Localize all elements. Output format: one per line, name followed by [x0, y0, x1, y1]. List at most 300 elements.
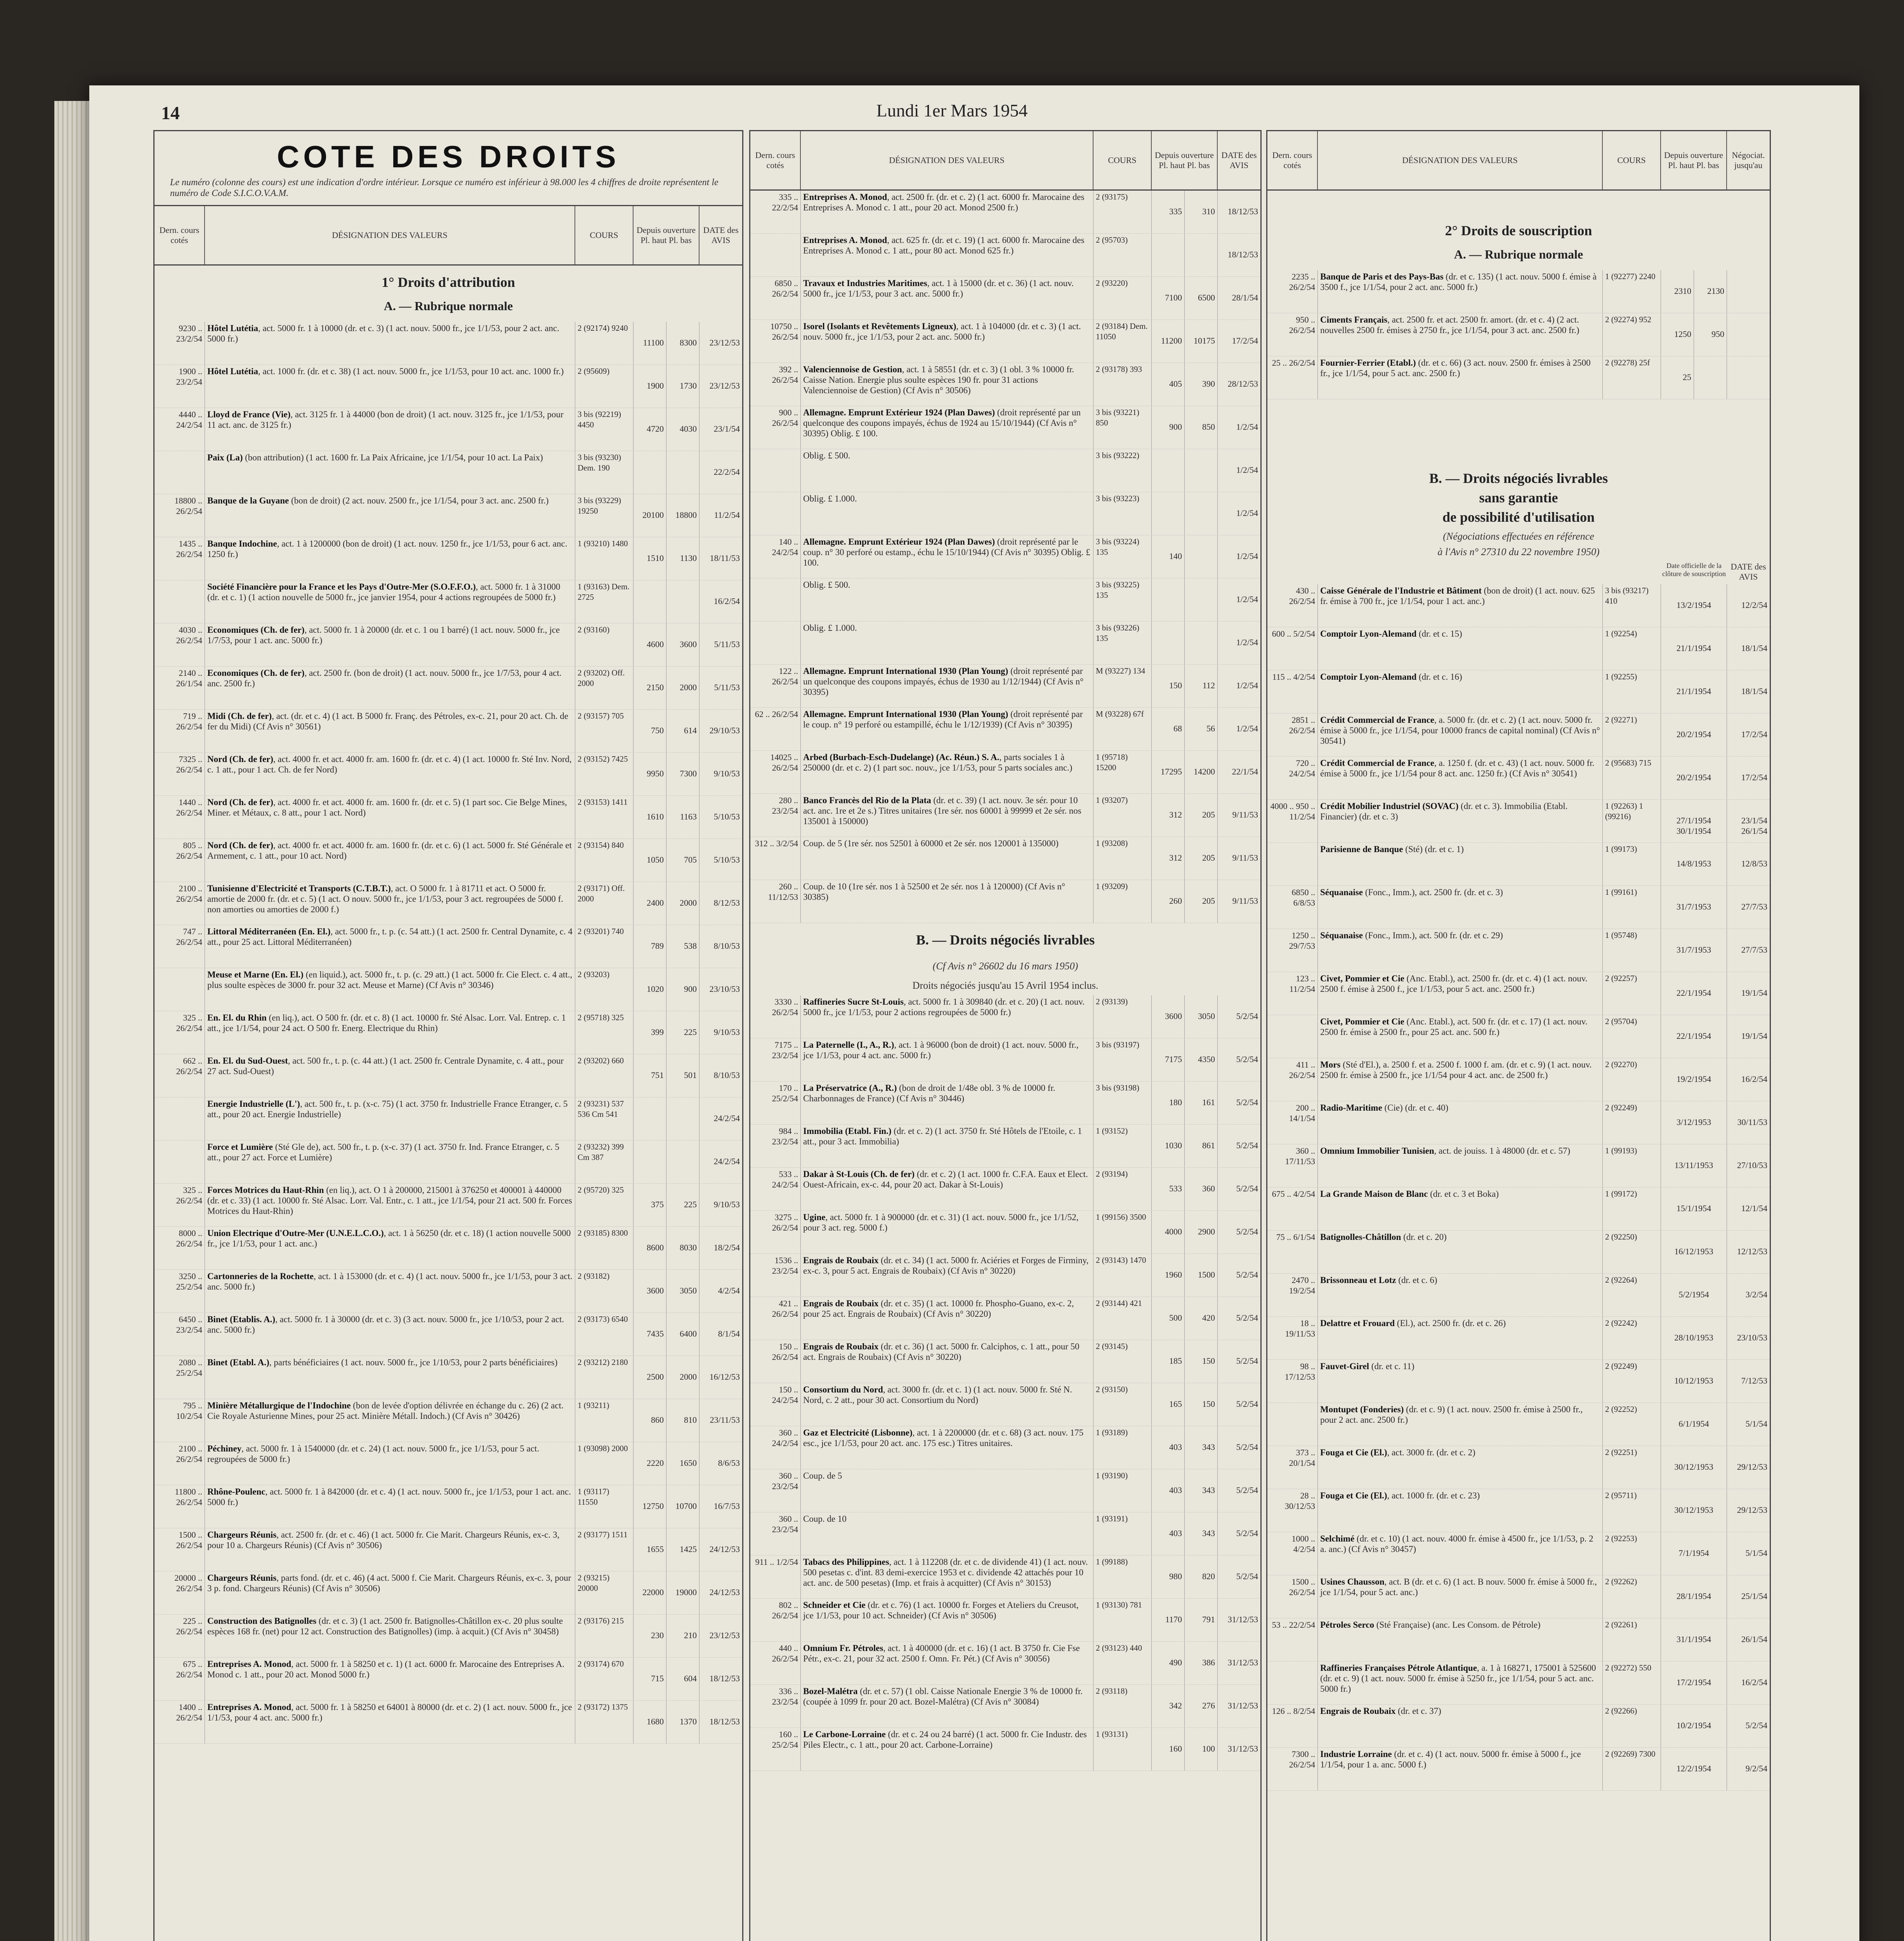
cell-date: 5/2/54 — [1236, 1054, 1258, 1064]
cell-limit-date: 28/10/1953 — [1661, 1317, 1727, 1359]
cell-dern — [154, 580, 205, 623]
cell-dern — [750, 578, 801, 621]
cell-date: 5/2/54 — [1236, 1227, 1258, 1236]
th-date: DATE des AVIS — [1221, 150, 1257, 170]
cell-dern: 170 .. 25/2/54 — [750, 1082, 801, 1124]
cell-cours: 3 bis (93223) — [1093, 492, 1152, 535]
cell-dern: 795 .. 10/2/54 — [154, 1399, 205, 1442]
cell-designation — [801, 751, 1093, 793]
table-row — [1267, 1015, 1770, 1058]
table-row — [154, 753, 742, 796]
cell-dern — [154, 968, 205, 1011]
security-details: (dr. et c. 11) — [1369, 1361, 1415, 1371]
security-details: , act. 2500 fr. (bon de droit) (1 act. nouv. 5000 fr., jce 1/7/53, pour 4 act. anc. 2500 fr.) — [207, 668, 562, 688]
security-details: , act. 1000 fr. (dr. et c. 38) (1 act. nouv. 5000 fr., jce 1/1/53, pour 10 act. anc. 1000 fr.) — [258, 366, 564, 376]
cell-limit-date: 5/2/1954 — [1661, 1274, 1727, 1316]
cell-dern: 122 .. 26/2/54 — [750, 665, 801, 707]
security-name: Allemagne. Emprunt International 1930 (Plan Young) — [803, 666, 1008, 676]
cell-date: 9/11/53 — [1232, 853, 1258, 863]
security-name: Banque Indochine — [207, 539, 277, 549]
cell-designation — [205, 494, 575, 537]
cell-dern: 6850 .. 6/8/53 — [1267, 886, 1318, 929]
cell-plus-bas: 56 — [1185, 708, 1218, 750]
cell-plus-haut: 11200 — [1152, 320, 1185, 363]
cell-date: 11/2/54 — [714, 510, 740, 520]
cell-plus-haut: 1050 — [634, 839, 666, 882]
security-name: Entreprises A. Monod — [207, 1702, 292, 1712]
cell-plus-bas: 360 — [1185, 1168, 1218, 1210]
cell-cours: 2 (92249) — [1603, 1101, 1661, 1144]
security-details: , act. 1 à 153000 (dr. et c. 4) (1 act. nouv. 5000 fr., jce 1/1/53, pour 3 act. anc. 5000 fr.) — [207, 1271, 573, 1292]
cell-designation — [801, 1254, 1093, 1297]
cell-plus-haut: 4600 — [634, 623, 666, 666]
cell-dern — [1267, 843, 1318, 885]
cell-plus-bas: 6400 — [666, 1313, 699, 1356]
security-name: Construction des Batignolles — [207, 1616, 317, 1626]
table-row — [750, 1599, 1260, 1642]
cell-cours: 1 (93117) 11550 — [575, 1485, 634, 1528]
cell-limit-date: 17/2/1954 — [1661, 1661, 1727, 1704]
cell-date: 8/12/53 — [713, 898, 740, 908]
cell-cours: 1 (93190) — [1093, 1469, 1152, 1512]
cell-plus-bas — [1185, 578, 1218, 621]
table-row — [1267, 356, 1770, 399]
cell-dern: 4000 .. 950 .. 11/2/54 — [1267, 800, 1318, 842]
cell-plus-bas: 6500 — [1185, 277, 1218, 319]
cell-plus-bas — [1694, 356, 1727, 399]
cell-plus-haut: 160 — [1152, 1728, 1185, 1771]
cell-dern: 2851 .. 26/2/54 — [1267, 714, 1318, 756]
cell-plus-haut: 1960 — [1152, 1254, 1185, 1297]
cell-designation — [801, 191, 1093, 233]
cell-plus-haut: 342 — [1152, 1685, 1185, 1727]
cell-date: 9/10/53 — [713, 1027, 740, 1037]
cell-plus-haut: 500 — [1152, 1297, 1185, 1340]
table-row — [154, 1528, 742, 1571]
cell-cours: 2 (93177) 1511 — [575, 1528, 634, 1571]
security-details: (Anc. Etabl.), act. 2500 fr. (dr. et c. 4) (1 act. nouv. 2500 f. émise à 2500 f., jce 1/1/53, pour 5 act. anc. 2500 fr.) — [1320, 974, 1588, 994]
cell-dern: 25 .. 26/2/54 — [1267, 356, 1318, 399]
security-details: (dr. et c. 135) (1 act. nouv. 5000 f. émise à 3500 f., jce 1/1/54, pour 2 act. anc. 5000 fr.) — [1320, 272, 1597, 292]
cell-dern: 225 .. 26/2/54 — [154, 1615, 205, 1657]
cell-plus-haut: 2150 — [634, 667, 666, 709]
table-row — [750, 622, 1260, 665]
cell-dern: 600 .. 5/2/54 — [1267, 627, 1318, 670]
cell-designation — [801, 622, 1093, 664]
cell-date: 12/2/54 — [1741, 600, 1767, 610]
cell-dern: 18 .. 19/11/53 — [1267, 1317, 1318, 1359]
table-row — [1267, 1575, 1770, 1618]
cell-cours: 2 (93153) 1411 — [575, 796, 634, 839]
cell-designation — [801, 1426, 1093, 1469]
cell-date: 8/10/53 — [713, 941, 740, 951]
cell-plus-bas: 1730 — [666, 365, 699, 408]
cell-dern: 325 .. 26/2/54 — [154, 1184, 205, 1226]
cell-cours: 3 bis (93226) 135 — [1093, 622, 1152, 664]
cell-designation — [801, 320, 1093, 363]
table-row — [1267, 627, 1770, 670]
cell-date: 8/10/53 — [713, 1070, 740, 1080]
cell-dern: 747 .. 26/2/54 — [154, 925, 205, 968]
table-row — [1267, 757, 1770, 800]
cell-plus-haut: 335 — [1152, 191, 1185, 233]
cell-plus-haut: 1510 — [634, 537, 666, 580]
table-row — [750, 535, 1260, 578]
security-name: Usines Chausson — [1320, 1577, 1385, 1587]
cell-designation — [1318, 757, 1603, 799]
cell-plus-haut: 403 — [1152, 1426, 1185, 1469]
cell-dern: 675 .. 26/2/54 — [154, 1658, 205, 1700]
cell-date: 12/1/54 — [1741, 1203, 1767, 1213]
cell-dern: 675 .. 4/2/54 — [1267, 1188, 1318, 1230]
table-row — [154, 710, 742, 753]
table-row — [1267, 843, 1770, 886]
security-details: , a. 1250 f. (dr. et c. 43) (1 act. nouv. 5000 fr. émise à 5000 fr., jce 1/1/54 pour 8 act. anc. 1250 fr.) (Cf Avis n° 30541) — [1320, 758, 1595, 778]
cell-cours: 2 (93157) 705 — [575, 710, 634, 752]
cell-cours: 1 (92255) — [1603, 670, 1661, 713]
security-details: (dr. et c. 3). Immobilia (Etabl. Financier) (dr. et c. 3) — [1320, 801, 1568, 821]
cell-dern — [154, 1141, 205, 1183]
cell-plus-haut: 4000 — [1152, 1211, 1185, 1253]
cell-date: 24/12/53 — [709, 1544, 740, 1554]
cell-plus-haut: 1680 — [634, 1701, 666, 1743]
cell-date: 5/11/53 — [714, 682, 740, 692]
cell-designation — [1318, 1618, 1603, 1661]
cell-date: 9/10/53 — [713, 769, 740, 778]
cell-cours: 2 (93173) 6540 — [575, 1313, 634, 1356]
cell-plus-haut: 150 — [1152, 665, 1185, 707]
security-details: , act. 5000 fr. 1 à 900000 (dr. et c. 31) (1 act. nouv. 5000 fr., jce 1/1/52, pour 3 act. reg. 5000 f.) — [803, 1212, 1079, 1233]
cell-date: 1/2/54 — [1236, 594, 1258, 604]
security-name: Fauvet-Girel — [1320, 1361, 1369, 1371]
security-name: En. El. du Rhin — [207, 1013, 267, 1023]
cell-limit-date: 13/11/1953 — [1661, 1144, 1727, 1187]
cell-date: 5/1/54 — [1745, 1419, 1767, 1429]
table-row — [750, 320, 1260, 363]
cell-date: 1/2/54 — [1236, 422, 1258, 432]
cell-limit-date: 6/1/1954 — [1661, 1403, 1727, 1446]
security-details: (bon de droit) (1 act. nouv. 625 fr. émise à 700 fr., jce 1/1/54, pour 1 act. anc.) — [1320, 586, 1595, 606]
cell-designation — [801, 363, 1093, 406]
cell-date: 3/2/54 — [1745, 1290, 1767, 1299]
cell-date: 1/2/54 — [1236, 551, 1258, 561]
table-row — [750, 1383, 1260, 1426]
cell-plus-haut: 7100 — [1152, 277, 1185, 319]
security-details: (bon de levée d'option délivrée en échange du c. 26) (2 act. Cie Royale Asturienne Mines, pour 25 act. Minière Métall. Indoch.) (Cf Avis n° 30426) — [207, 1401, 564, 1421]
cell-plus-bas: 420 — [1185, 1297, 1218, 1340]
cell-dern: 7175 .. 23/2/54 — [750, 1038, 801, 1081]
th-cours: COURS — [575, 206, 634, 264]
cell-designation — [801, 277, 1093, 319]
cell-cours: 1 (99156) 3500 — [1093, 1211, 1152, 1253]
security-name: Péchiney — [207, 1444, 242, 1453]
cell-plus-haut — [634, 1141, 666, 1183]
cell-dern: 150 .. 26/2/54 — [750, 1340, 801, 1383]
cell-cours: 2 (93144) 421 — [1093, 1297, 1152, 1340]
cell-limit-date: 19/2/1954 — [1661, 1058, 1727, 1101]
cell-cours: 2 (95609) — [575, 365, 634, 408]
cell-designation — [801, 1556, 1093, 1598]
cell-plus-haut: 7435 — [634, 1313, 666, 1356]
security-details: (dr. et c. 2) (1 act. 3750 fr. Sté Hôtels de l'Etoile, c. 1 att., pour 3 act. Immobilia) — [803, 1126, 1082, 1146]
cell-cours: 2 (93215) 20000 — [575, 1571, 634, 1614]
cell-date: 31/12/53 — [1227, 1744, 1258, 1753]
cell-date: 5/2/54 — [1236, 1270, 1258, 1280]
table-row — [1267, 1101, 1770, 1144]
cell-designation — [1318, 886, 1603, 929]
cell-designation — [1318, 313, 1603, 356]
security-details: , parts fond. (dr. et c. 46) (4 act. 5000 f. Cie Marit. Chargeurs Réunis, ex-c. 3, pour 3 p. fond. Chargeurs Réunis) (Cf Avis n° 30506) — [207, 1573, 571, 1593]
security-name: Société Financière pour la France et les Pays d'Outre-Mer (S.O.F.F.O.) — [207, 582, 476, 592]
cell-date: 5/2/54 — [1236, 1571, 1258, 1581]
cell-plus-bas: 820 — [1185, 1556, 1218, 1598]
cell-plus-haut: 260 — [1152, 880, 1185, 923]
cell-plus-haut: 9950 — [634, 753, 666, 795]
cell-plus-haut: 3600 — [1152, 995, 1185, 1038]
cell-plus-haut: 230 — [634, 1615, 666, 1657]
cell-plus-bas: 3050 — [1185, 995, 1218, 1038]
security-name: Crédit Commercial de France — [1320, 715, 1435, 725]
cell-cours: M (93227) 134 — [1093, 665, 1152, 707]
column-2 — [749, 130, 1262, 1941]
cell-date: 18/12/53 — [1227, 207, 1258, 216]
cell-designation — [205, 968, 575, 1011]
table-row — [1267, 929, 1770, 972]
security-details: , act. 5000 fr. 1 à 20000 (dr. et c. 1 ou 1 barré) (1 act. nouv. 5000 fr., jce 1/7/53, pour 1 act. anc. 5000 fr.) — [207, 625, 560, 645]
security-name: Civet, Pommier et Cie — [1320, 1017, 1404, 1026]
cell-cours: 2 (93118) — [1093, 1685, 1152, 1727]
security-details: , act. 500 fr., t. p. (x-c. 75) (1 act. 3750 fr. Industrielle France Etranger, c. 5 att., pour 20 act. Energie Industrielle) — [207, 1099, 568, 1119]
cell-cours: 1 (92277) 2240 — [1603, 270, 1661, 313]
cell-date: 5/2/54 — [1236, 1011, 1258, 1021]
cell-cours: 2 (92261) — [1603, 1618, 1661, 1661]
cell-cours: 2 (93212) 2180 — [575, 1356, 634, 1399]
cell-designation — [1318, 1231, 1603, 1273]
cell-date: 27/7/53 — [1741, 902, 1767, 911]
security-details: (droit représenté par un quelconque des coupons impayés, échus de 1924 au 15/10/1944) (Cf Avis n° 30395) Oblig. £ 100. — [803, 408, 1081, 438]
cell-cours: 2 (93185) 8300 — [575, 1227, 634, 1269]
security-details: , act. 1 à 400000 (dr. et c. 16) (1 act. B 3750 fr. Cie Fse Pétr., ex-c. 21, pour 32 act. 2500 f. Omn. Fr. Pét.) (Cf Avis n° 30056) — [803, 1643, 1080, 1663]
security-name: Forces Motrices du Haut-Rhin — [207, 1185, 324, 1195]
cell-designation — [1318, 1188, 1603, 1230]
cell-dern: 4440 .. 24/2/54 — [154, 408, 205, 451]
cell-date — [1727, 313, 1770, 356]
cell-cours: 2 (92257) — [1603, 972, 1661, 1015]
cell-dern: 1435 .. 26/2/54 — [154, 537, 205, 580]
page-number: 14 — [161, 103, 180, 123]
cell-designation — [801, 1685, 1093, 1727]
cell-plus-bas — [1185, 622, 1218, 664]
security-name: Rhône-Poulenc — [207, 1487, 266, 1497]
cell-designation — [205, 1313, 575, 1356]
security-name: Tabacs des Philippines — [803, 1557, 889, 1567]
security-details: (dr. et c. 34) (1 act. 5000 fr. Aciéries et Forges de Firminy, ex-c. 3, pour 5 act. Engrais de Roubaix) (Cf Avis n° 30220) — [803, 1255, 1089, 1276]
security-details: (bon de droit de 1/48e obl. 3 % de 10000 fr. Charbonnages de France) (Cf Avis n° 30446) — [803, 1083, 1055, 1103]
security-details: (Fonc., Imm.), act. 500 fr. (dr. et c. 29) — [1362, 931, 1503, 940]
cell-designation — [205, 1141, 575, 1183]
cell-designation — [205, 408, 575, 451]
cell-cours: 2 (95718) 325 — [575, 1011, 634, 1054]
cell-plus-bas: 14200 — [1185, 751, 1218, 793]
cell-cours: 2 (92271) — [1603, 714, 1661, 756]
table-row — [750, 578, 1260, 622]
cell-date: 5/2/54 — [1236, 1356, 1258, 1366]
cell-dern: 662 .. 26/2/54 — [154, 1054, 205, 1097]
table-row — [154, 1054, 742, 1097]
security-details: Oblig. £ 500. — [803, 451, 850, 460]
security-details: , a. 5000 fr. (dr. et c. 2) (1 act. nouv. 5000 fr. émise à 5000 fr., jce 1/1/54, pour 10000 francs de capital nominal) (Cf Avis n° 30541) — [1320, 715, 1600, 746]
security-name: Industrie Lorraine — [1320, 1749, 1392, 1759]
table-row — [154, 365, 742, 408]
cell-limit-date: 12/2/1954 — [1661, 1748, 1727, 1790]
security-details: Coup. de 10 (1re sér. nos 1 à 52500 et 2e sér. nos 1 à 120000) (Cf Avis n° 30385) — [803, 882, 1066, 902]
cell-plus-bas: 19000 — [666, 1571, 699, 1614]
table-row — [750, 751, 1260, 794]
cell-designation — [1318, 800, 1603, 842]
cell-designation — [1318, 1575, 1603, 1618]
table-row — [154, 494, 742, 537]
cell-plus-bas: 501 — [666, 1054, 699, 1097]
security-name: Meuse et Marne (En. El.) — [207, 970, 304, 979]
cell-cours: 2 (92250) — [1603, 1231, 1661, 1273]
cell-limit-date: 27/1/1954 30/1/1954 — [1661, 800, 1727, 842]
table-row — [1267, 313, 1770, 356]
cell-designation — [1318, 1705, 1603, 1747]
cell-dern: 62 .. 26/2/54 — [750, 708, 801, 750]
table-row — [1267, 1705, 1770, 1748]
th-designation: DÉSIGNATION DES VALEURS — [801, 131, 1093, 189]
cell-date: 31/12/53 — [1227, 1701, 1258, 1710]
cell-dern: 98 .. 17/12/53 — [1267, 1360, 1318, 1403]
cell-cours: 2 (92274) 952 — [1603, 313, 1661, 356]
security-details: (droit représenté par le coup. n° 19 perforé ou estampillé, échu le 1/12/1939) (Cf Avis n° 30395) — [803, 709, 1083, 729]
table-row — [154, 1485, 742, 1528]
cell-cours: 2 (93123) 440 — [1093, 1642, 1152, 1684]
security-name: Chargeurs Réunis — [207, 1530, 277, 1540]
cell-plus-haut: 750 — [634, 710, 666, 752]
cell-dern: 280 .. 23/2/54 — [750, 794, 801, 837]
cell-designation — [1318, 584, 1603, 627]
cell-limit-date: 31/1/1954 — [1661, 1618, 1727, 1661]
security-name: Nord (Ch. de fer) — [207, 754, 273, 764]
cell-cours: 1 (92254) — [1603, 627, 1661, 670]
cell-dern — [154, 1097, 205, 1140]
table-row — [1267, 1403, 1770, 1446]
cell-date: 18/12/53 — [709, 1674, 740, 1683]
cell-dern: 900 .. 26/2/54 — [750, 406, 801, 449]
cell-dern: 373 .. 20/1/54 — [1267, 1446, 1318, 1489]
security-name: Séquanaise — [1320, 887, 1363, 897]
cell-dern — [1267, 1403, 1318, 1446]
cell-date: 12/8/53 — [1741, 859, 1767, 868]
security-name: Caisse Générale de l'Industrie et Bâtiment — [1320, 586, 1482, 595]
table-header — [750, 131, 1260, 191]
security-details: (dr. et c. 36) (1 act. 5000 fr. Calciphos, c. 1 att., pour 50 act. Engrais de Roubaix) (Cf Avis n° 30220) — [803, 1342, 1080, 1362]
table-row — [750, 995, 1260, 1038]
cell-plus-haut — [634, 451, 666, 494]
cell-cours: 2 (92174) 9240 — [575, 322, 634, 365]
cell-limit-date: 15/1/1954 — [1661, 1188, 1727, 1230]
cell-date: 12/12/53 — [1737, 1247, 1767, 1256]
security-details: , act. 3000 fr. (dr. et c. 2) — [1387, 1448, 1475, 1457]
cell-date: 1/2/54 — [1236, 724, 1258, 733]
security-details: , act. 625 fr. (dr. et c. 19) (1 act. 6000 fr. Marocaine des Entreprises A. Monod c. 1 att., pour 80 act. Monod 625 fr.) — [803, 235, 1085, 255]
cell-cours: 3 bis (93198) — [1093, 1082, 1152, 1124]
cell-plus-haut — [1152, 449, 1185, 492]
security-details: (dr. et c. 57) (1 obl. Caisse Nationale Energie 3 % de 10000 fr. (coupée à 1099 fr. pour 20 act. Bozel-Malétra) (Cf Avis n° 30084) — [803, 1686, 1083, 1707]
cell-designation — [801, 449, 1093, 492]
table-row — [750, 1728, 1260, 1771]
cell-date: 1/2/54 — [1236, 681, 1258, 690]
security-details: , act. 4000 fr. et act. 4000 fr. am. 1600 fr. (dr. et c. 5) (1 part soc. Cie Belge Mines, Miner. et Métaux, c. 8 att., pour 1 act. Nord) — [207, 797, 567, 818]
cell-cours: 2 (93152) 7425 — [575, 753, 634, 795]
cell-date: 1/2/54 — [1236, 637, 1258, 647]
security-name: Entreprises A. Monod — [803, 235, 887, 245]
security-name: Chargeurs Réunis — [207, 1573, 277, 1583]
cell-dern: 421 .. 26/2/54 — [750, 1297, 801, 1340]
cell-plus-haut: 3600 — [634, 1270, 666, 1313]
cell-date: 27/7/53 — [1741, 945, 1767, 955]
cell-plus-haut: 140 — [1152, 535, 1185, 578]
cell-date: 18/11/53 — [710, 553, 740, 563]
cell-plus-haut — [1152, 578, 1185, 621]
table-row — [1267, 1618, 1770, 1661]
cell-plus-haut: 2310 — [1661, 270, 1694, 313]
cell-cours: 2 (93220) — [1093, 277, 1152, 319]
security-name: Schneider et Cie — [803, 1600, 866, 1610]
cell-designation — [205, 1701, 575, 1743]
cell-plus-bas: 8300 — [666, 322, 699, 365]
security-details: (dr. et c. 16) — [1416, 672, 1462, 682]
cell-plus-haut: 2400 — [634, 882, 666, 925]
security-name: Mors — [1320, 1060, 1341, 1069]
cell-plus-bas: 343 — [1185, 1512, 1218, 1555]
cell-plus-bas: 18800 — [666, 494, 699, 537]
th-cours: COURS — [1603, 131, 1661, 189]
cell-cours: 1 (93098) 2000 — [575, 1442, 634, 1485]
cell-dern: 20000 .. 26/2/54 — [154, 1571, 205, 1614]
cell-date: 5/10/53 — [713, 812, 740, 821]
security-details: , act. 2500 fr. (dr. et c. 46) (1 act. 5000 fr. Cie Marit. Chargeurs Réunis, ex-c. 3, pour 10 a. Chargeurs Réunis) (Cf Avis n° 30506) — [207, 1530, 560, 1550]
intro-text: Le numéro (colonne des cours) est une indication d'ordre intérieur. Lorsque ce numéro est inférieur à 98.000 les 4 chiffres de droite représentent le numéro de Code S.I.C.O.V.A.M. — [170, 177, 719, 198]
cell-designation — [205, 1615, 575, 1657]
cell-plus-haut: 68 — [1152, 708, 1185, 750]
cell-dern: 200 .. 14/1/54 — [1267, 1101, 1318, 1144]
cell-plus-haut: 403 — [1152, 1469, 1185, 1512]
th-date: Négociat. jusqu'au — [1732, 150, 1765, 170]
table-row — [750, 363, 1260, 406]
cell-dern: 10750 .. 26/2/54 — [750, 320, 801, 363]
cell-limit-date: 30/12/1953 — [1661, 1446, 1727, 1489]
cell-dern: 3330 .. 26/2/54 — [750, 995, 801, 1038]
cell-designation — [801, 535, 1093, 578]
cell-designation — [801, 880, 1093, 923]
table-row — [1267, 584, 1770, 627]
cell-date: 7/12/53 — [1741, 1376, 1767, 1385]
cell-dern: 150 .. 24/2/54 — [750, 1383, 801, 1426]
cell-plus-haut: 165 — [1152, 1383, 1185, 1426]
table-row — [154, 1571, 742, 1615]
security-details: (Anc. Etabl.), act. 500 fr. (dr. et c. 17) (1 act. nouv. 2500 fr. émise à 2500 fr., pour 25 act. anc. 500 fr.) — [1320, 1017, 1588, 1037]
subsection-heading: A. — Rubrique normale — [384, 299, 513, 313]
security-details: , act. 2500 fr. (dr. et c. 2) (1 act. 6000 fr. Marocaine des Entreprises A. Monod c. 1 att., pour 20 act. Monod 2500 fr.) — [803, 192, 1085, 212]
cell-plus-haut: 533 — [1152, 1168, 1185, 1210]
cell-plus-bas: 705 — [666, 839, 699, 882]
security-details: , parts sociales 1 à 250000 (dr. et c. 2) (1 part soc. nouv., jce 1/1/53, pour 5 parts sociales anc.) — [803, 752, 1073, 773]
security-name: En. El. du Sud-Ouest — [207, 1056, 288, 1066]
subsection-heading: A. — Rubrique normale — [1454, 247, 1583, 261]
cell-plus-bas: 3050 — [666, 1270, 699, 1313]
